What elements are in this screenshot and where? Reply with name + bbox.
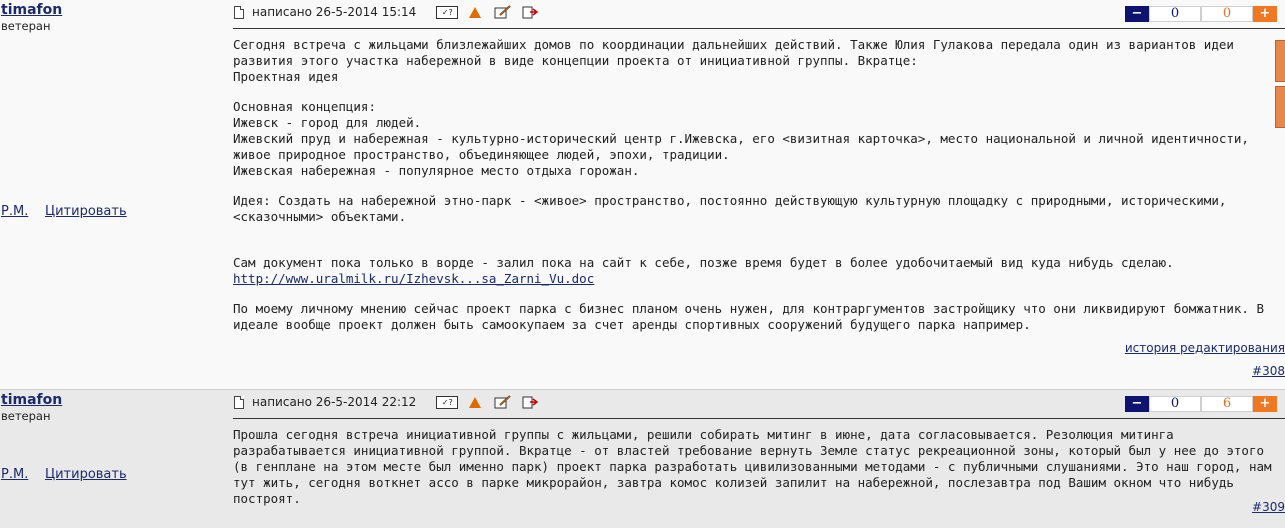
vote-plus-button[interactable]: + (1253, 6, 1277, 22)
document-icon (234, 396, 244, 409)
check-icon: ✓? (436, 396, 458, 409)
header-divider (233, 418, 1285, 419)
body-text: Ижевск - город для людей. (233, 115, 422, 130)
edit-button[interactable] (492, 5, 514, 19)
author-rank: ветеран (1, 409, 51, 423)
forward-icon (522, 395, 540, 409)
document-icon (234, 6, 244, 19)
vote-minus-button[interactable]: − (1125, 396, 1149, 412)
author-rank: ветеран (1, 19, 51, 33)
edit-button[interactable] (492, 395, 514, 409)
body-text: Основная концепция: (233, 99, 376, 114)
vote-positive-count: 6 (1201, 396, 1253, 412)
report-button[interactable] (464, 395, 486, 409)
body-text: Ижевский пруд и набережная - культурно-исторический центр г.Ижевска, его <визитная карточка>, место национальной и личной идентичности, живое природное пространство, объединяющее людей, эпохи, традиции. (233, 131, 1249, 162)
body-text: Ижевская набережная - популярное место отдыха горожан. (233, 163, 640, 178)
vote-minus-button[interactable]: − (1125, 6, 1149, 22)
author-link[interactable]: timafon (1, 392, 63, 408)
quote-link[interactable]: Цитировать (45, 467, 127, 482)
vote-widget (1125, 396, 1277, 412)
forward-icon (522, 5, 540, 19)
check-tool[interactable] (436, 5, 458, 19)
check-tool[interactable] (436, 395, 458, 409)
document-link[interactable]: http://www.uralmilk.ru/Izhevsk...sa_Zarni_Vu.doc (233, 271, 595, 286)
post-body (233, 37, 1281, 347)
body-text: Идея: Создать на набережной этно-парк - <живое> пространство, постоянно действующую культурную площадку с природными, историческими, <сказочными> объектами. (233, 193, 1227, 224)
post-number-link[interactable]: #309 (1252, 500, 1285, 514)
body-text: По моему личному мнению сейчас проект парка с бизнес планом очень нужен, для контраргументов застройщику что они ликвидируют бомжатник. В идеале вообще проект должен быть самоокупаем за счет аренды спортивных сооружений будущего парка например. (233, 301, 1265, 332)
vote-positive-count: 0 (1201, 6, 1253, 22)
header-divider (233, 28, 1285, 29)
forward-button[interactable] (520, 5, 542, 19)
edit-history-link[interactable]: история редактирования (1124, 341, 1285, 355)
vote-widget (1125, 6, 1277, 22)
post-309 (0, 389, 1285, 528)
report-button[interactable] (464, 5, 486, 19)
quote-link[interactable]: Цитировать (45, 204, 127, 219)
private-message-link[interactable]: Р.М. (1, 204, 29, 219)
post-date: написано 26-5-2014 15:14 (252, 5, 417, 19)
author-link[interactable]: timafon (1, 2, 63, 18)
edit-icon (494, 5, 512, 19)
edit-icon (494, 395, 512, 409)
side-tab[interactable] (1275, 40, 1285, 82)
post-meta (234, 4, 548, 20)
vote-negative-count: 0 (1149, 6, 1201, 22)
side-tab[interactable] (1275, 86, 1285, 128)
body-text: Прошла сегодня встреча инициативной группы с жильцами, решили собирать митинг в июне, дата согласовывается. Резолюция митинга разрабатывается инициативной группой. Вкратце - от властей требование вернуть Земле статус рекреационной зоны, который был у нее до этого (в генплане на этом месте был именно парк) проект парка разработать цивилизованными методами - с публичными слушаниями. Это наш город, нам тут жить, сегодня воткнет ассо в парке микрорайон, завтра комос колизей запилит на набережной, послезавтра под Вашим окном что нибудь построят. (233, 427, 1272, 506)
vote-negative-count: 0 (1149, 396, 1201, 412)
warning-icon (469, 397, 481, 408)
forward-button[interactable] (520, 395, 542, 409)
body-text: Сам документ пока только в ворде - залил пока на сайт к себе, позже время будет в более удобочитаемый вид куда нибудь сделаю. (233, 255, 1174, 270)
post-date: написано 26-5-2014 22:12 (252, 395, 417, 409)
warning-icon (469, 7, 481, 18)
body-text: Проектная идея (233, 69, 339, 84)
post-number-link[interactable]: #308 (1252, 364, 1285, 378)
private-message-link[interactable]: Р.М. (1, 467, 29, 482)
body-text: Сегодня встреча с жильцами близлежайших домов по координации дальнейших действий. Также Юлия Гулакова передала один из вариантов идеи развития этого участка набережной в виде концепции проекта от инициативной группы. Вкратце: (233, 37, 1234, 68)
post-body (233, 427, 1281, 521)
post-meta (234, 394, 548, 410)
vote-plus-button[interactable]: + (1253, 396, 1277, 412)
check-icon: ✓? (436, 6, 458, 19)
